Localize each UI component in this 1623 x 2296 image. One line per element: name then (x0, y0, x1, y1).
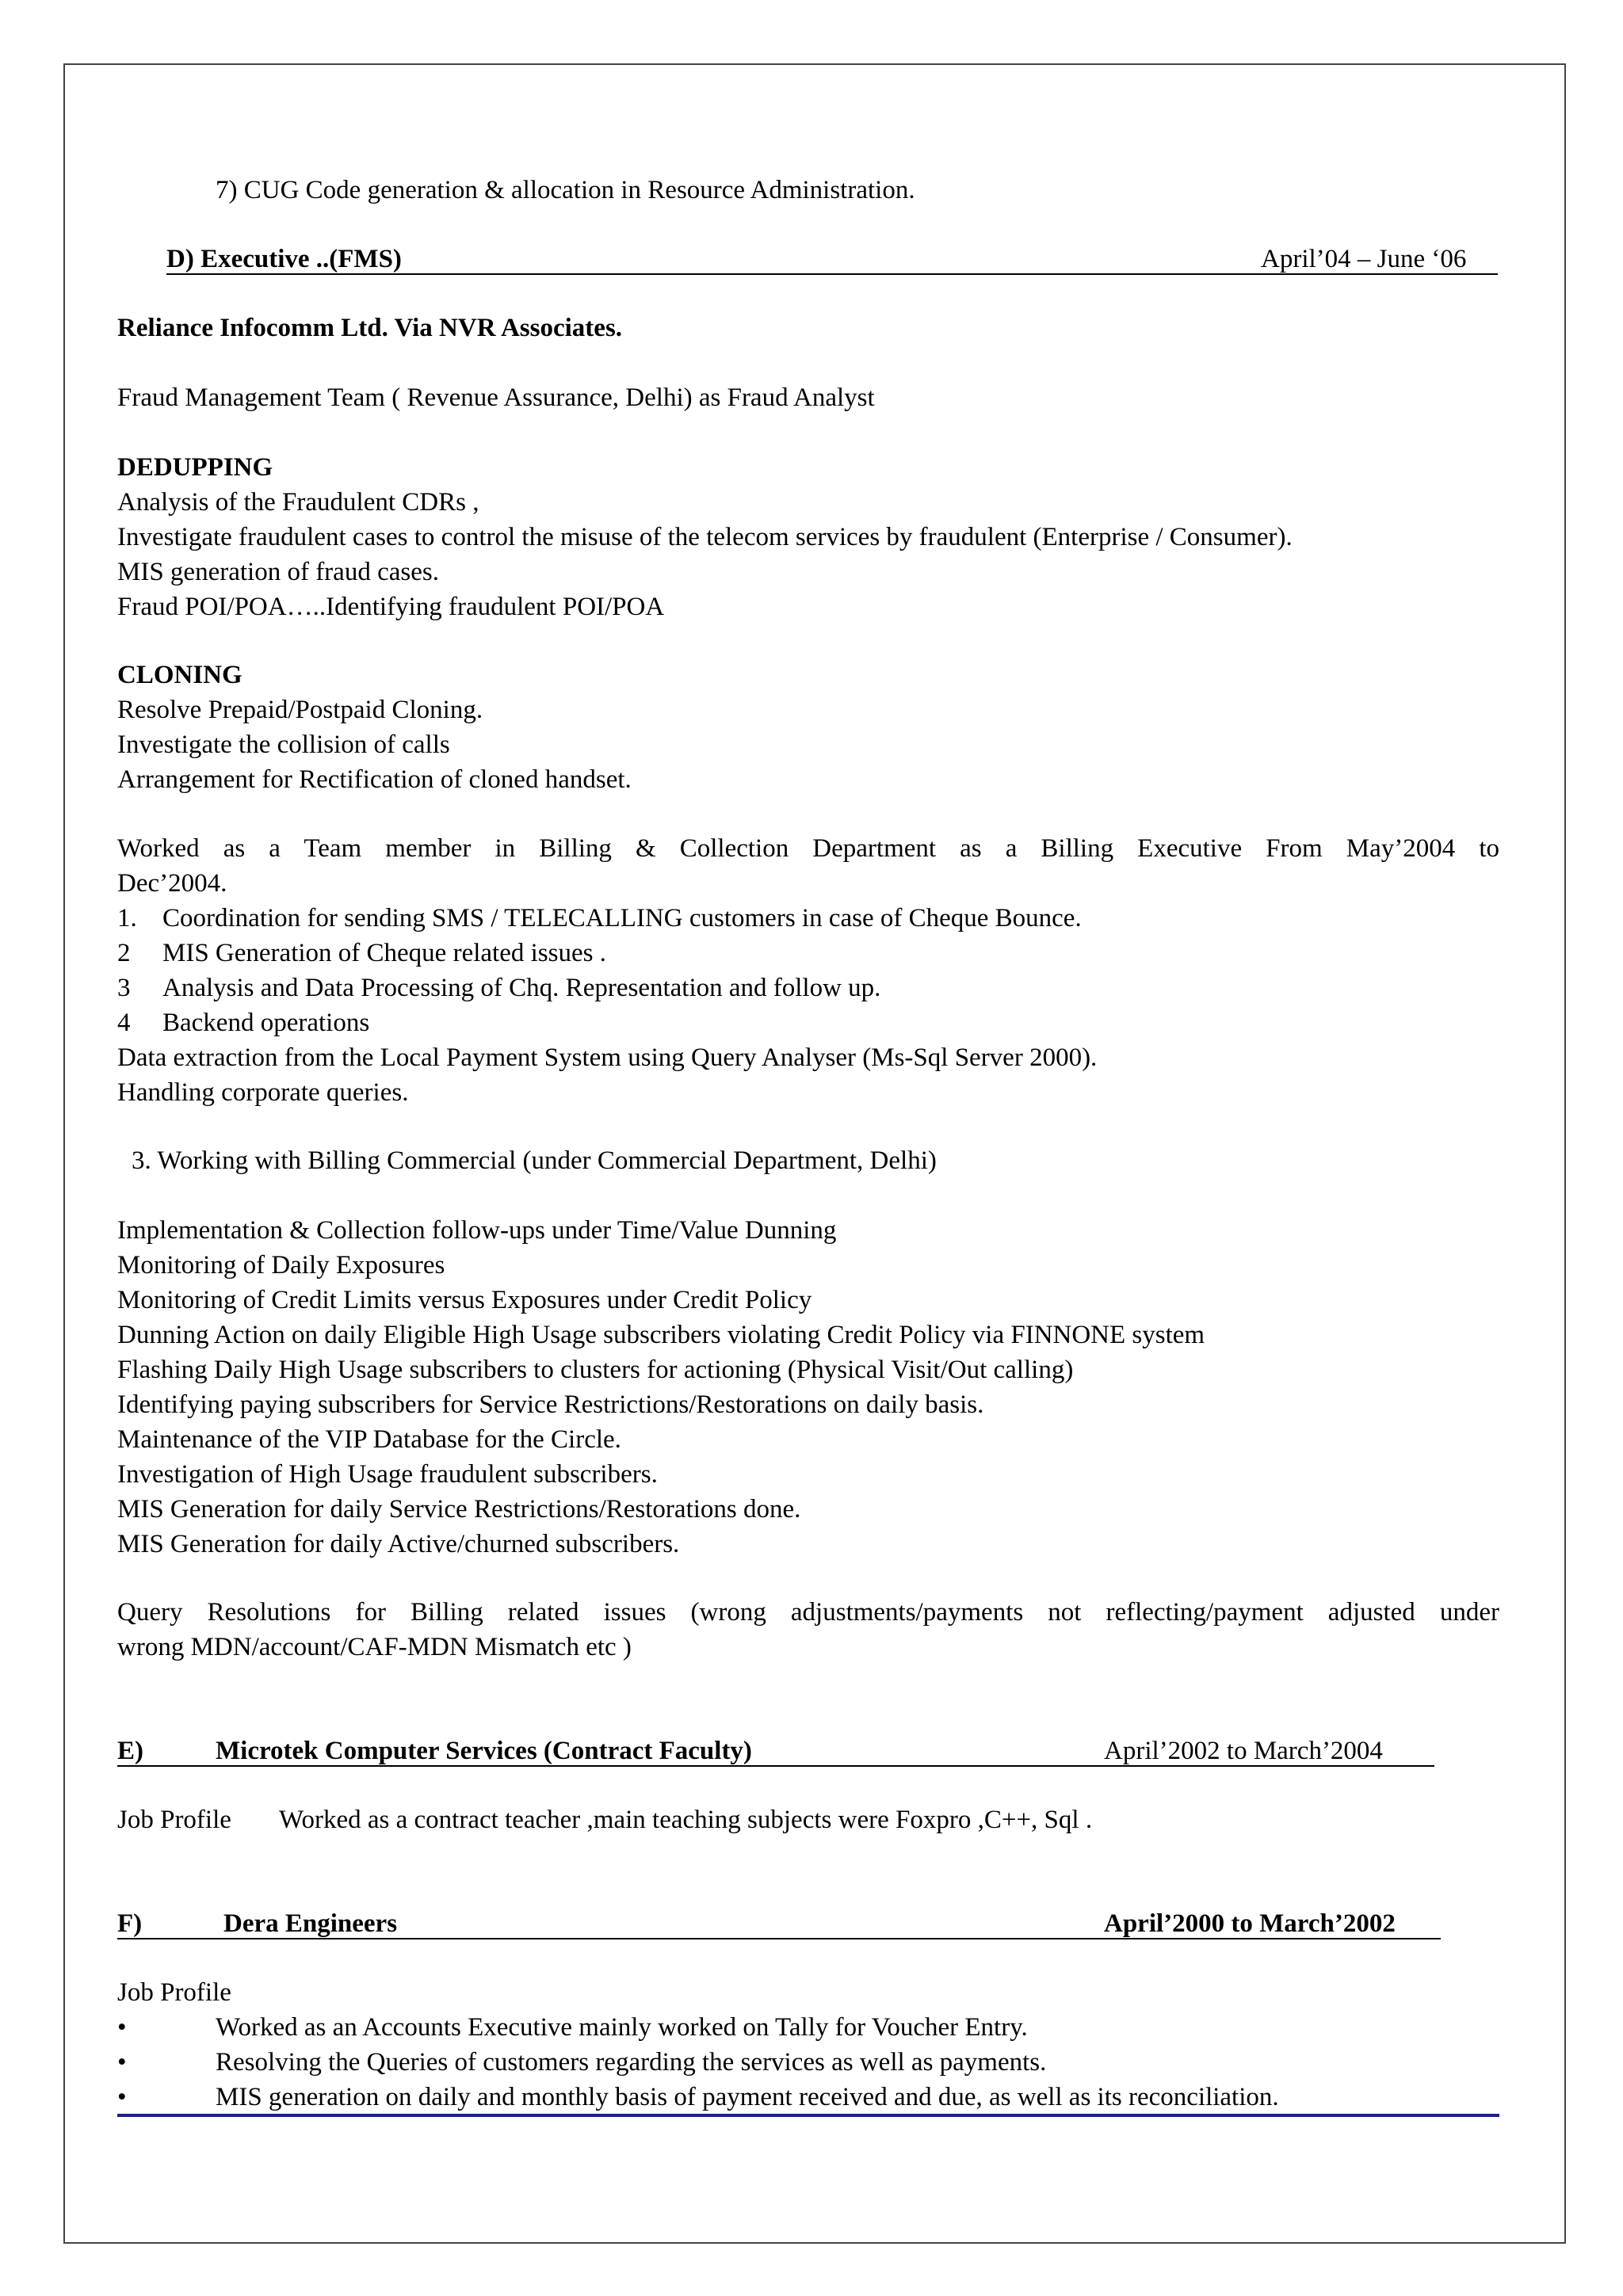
section-d-underline (166, 273, 1498, 275)
billing-paragraph-line: Dec’2004. (117, 869, 227, 898)
section-f-profile-label: Job Profile (117, 1978, 231, 2007)
section-d-heading: D) Executive ..(FMS) (166, 245, 402, 273)
cloning-heading: CLONING (117, 661, 242, 689)
section-d-dates: April’04 – June ‘06 (1261, 245, 1467, 273)
cloning-line: Investigate the collision of calls (117, 730, 450, 759)
commercial-line: Monitoring of Credit Limits versus Exposures under Credit Policy (117, 1286, 812, 1314)
section-f-bullet-text: Resolving the Queries of customers regarding the services as well as payments. (216, 2048, 1047, 2077)
dedupping-line: MIS generation of fraud cases. (117, 558, 439, 586)
commercial-line: Flashing Daily High Usage subscribers to clusters for actioning (Physical Visit/Out calling) (117, 1356, 1074, 1384)
commercial-line: Investigation of High Usage fraudulent subscribers. (117, 1460, 658, 1489)
bullet-glyph: • (117, 2083, 127, 2111)
section-e-profile-text: Worked as a contract teacher ,main teaching subjects were Foxpro ,C++, Sql . (279, 1806, 1093, 1834)
cloning-line: Resolve Prepaid/Postpaid Cloning. (117, 696, 483, 724)
cloning-line: Arrangement for Rectification of cloned handset. (117, 765, 632, 794)
dedupping-line: Analysis of the Fraudulent CDRs , (117, 488, 479, 517)
section-e-title: Microtek Computer Services (Contract Faculty) (216, 1737, 752, 1765)
section-f-letter: F) (117, 1909, 143, 1938)
team-role: Fraud Management Team ( Revenue Assurance, Delhi) as Fraud Analyst (117, 383, 875, 412)
billing-item-number: 4 (117, 1009, 131, 1037)
billing-item-text: MIS Generation of Cheque related issues . (162, 939, 606, 967)
billing-item-number: 3 (117, 974, 131, 1002)
query-resolution-line: Query Resolutions for Billing related issues (wrong adjustments/payments not reflecting/payment adjusted under (117, 1598, 1499, 1627)
resource-admin-item: 7) CUG Code generation & allocation in Resource Administration. (216, 176, 915, 204)
billing-item-text: Analysis and Data Processing of Chq. Representation and follow up. (162, 974, 881, 1002)
section-f-bullet-text: Worked as an Accounts Executive mainly worked on Tally for Voucher Entry. (216, 2013, 1028, 2042)
section-e-underline (117, 1765, 1434, 1767)
section-f-title: Dera Engineers (223, 1909, 398, 1938)
billing-item-number: 2 (117, 939, 131, 967)
billing-item-number: 1. (117, 904, 137, 933)
section-e-profile-label: Job Profile (117, 1806, 231, 1834)
commercial-line: Dunning Action on daily Eligible High Usage subscribers violating Credit Policy via FINNONE system (117, 1321, 1205, 1349)
section-f-underline (117, 1938, 1441, 1939)
commercial-line: MIS Generation for daily Active/churned subscribers. (117, 1530, 680, 1558)
dedupping-heading: DEDUPPING (117, 453, 273, 482)
commercial-line: MIS Generation for daily Service Restrictions/Restorations done. (117, 1495, 801, 1524)
company-name: Reliance Infocomm Ltd. Via NVR Associates. (117, 314, 623, 342)
bullet-glyph: • (117, 2013, 127, 2042)
section-f-bullet-text: MIS generation on daily and monthly basis of payment received and due, as well as its reconciliation. (216, 2083, 1279, 2111)
closing-rule (117, 2114, 1499, 2117)
commercial-line: Implementation & Collection follow-ups under Time/Value Dunning (117, 1216, 837, 1245)
commercial-line: Maintenance of the VIP Database for the Circle. (117, 1425, 621, 1454)
commercial-line: Identifying paying subscribers for Service Restrictions/Restorations on daily basis. (117, 1390, 984, 1419)
section-e-dates: April’2002 to March’2004 (1104, 1737, 1383, 1765)
dedupping-line: Investigate fraudulent cases to control the misuse of the telecom services by fraudulent (Enterprise / Consumer). (117, 523, 1293, 551)
query-resolution-line: wrong MDN/account/CAF-MDN Mismatch etc ) (117, 1633, 632, 1661)
commercial-heading: 3. Working with Billing Commercial (under Commercial Department, Delhi) (132, 1146, 937, 1175)
billing-extra-line: Handling corporate queries. (117, 1078, 409, 1107)
billing-item-text: Coordination for sending SMS / TELECALLING customers in case of Cheque Bounce. (162, 904, 1082, 933)
billing-paragraph-line: Worked as a Team member in Billing & Collection Department as a Billing Executive From May’2004 to (117, 834, 1499, 863)
section-e-letter: E) (117, 1737, 143, 1765)
billing-extra-line: Data extraction from the Local Payment System using Query Analyser (Ms-Sql Server 2000). (117, 1043, 1098, 1072)
dedupping-line: Fraud POI/POA…..Identifying fraudulent POI/POA (117, 593, 665, 621)
commercial-line: Monitoring of Daily Exposures (117, 1251, 445, 1280)
section-f-dates: April’2000 to March’2002 (1104, 1909, 1396, 1938)
bullet-glyph: • (117, 2048, 127, 2077)
billing-item-text: Backend operations (162, 1009, 370, 1037)
